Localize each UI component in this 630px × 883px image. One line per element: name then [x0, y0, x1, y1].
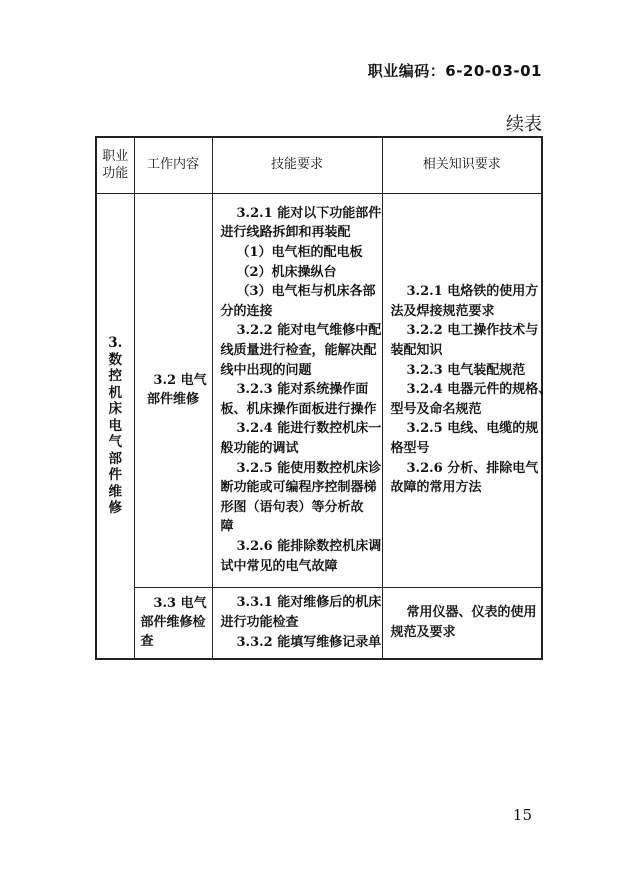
- knowledge-requirements-cell: [382, 587, 542, 659]
- function-name-char: 修: [108, 500, 122, 516]
- function-name-char: 气: [108, 434, 122, 450]
- skill-line: 3.3.2 能填写维修记录单: [236, 634, 382, 650]
- function-name-char: 维: [108, 483, 122, 500]
- work-content-line: 查: [140, 634, 154, 650]
- header-knowledge-requirements: 相关知识要求: [382, 137, 542, 193]
- header-occupational-function: [96, 137, 134, 193]
- skill-line: 进行线路拆卸和再装配: [220, 225, 351, 241]
- knowledge-line: 故障的常用方法: [390, 480, 482, 496]
- knowledge-line: 3.2.5 电线、电缆的规: [406, 421, 539, 437]
- skill-line: 线质量进行检查，能解决配: [220, 343, 377, 359]
- knowledge-line: 3.2.2 电工操作技术与: [406, 323, 539, 339]
- skill-line: 形图（语句表）等分析故: [220, 499, 364, 515]
- function-name-char: 机: [108, 384, 122, 401]
- function-name-char: 部: [108, 450, 122, 467]
- table-header-row: [96, 137, 542, 193]
- knowledge-line: 3.2.1 电烙铁的使用方: [406, 284, 539, 300]
- skill-line: 板、机床操作面板进行操作: [220, 401, 377, 417]
- occupation-code: 职业编码：6-20-03-01: [367, 62, 542, 80]
- work-content-cell: [134, 193, 212, 587]
- page-number: 15: [512, 806, 532, 824]
- knowledge-line: 3.2.6 分析、排除电气: [406, 460, 539, 476]
- function-number: 3.: [108, 335, 123, 351]
- knowledge-requirements-cell: [382, 193, 552, 587]
- skill-line: 试中常见的电气故障: [220, 558, 338, 574]
- function-name-char: 床: [108, 401, 122, 417]
- skill-line: 断功能或可编程序控制器梯: [220, 480, 377, 496]
- skills-table: [95, 136, 552, 660]
- function-name-char: 数: [108, 351, 122, 368]
- skill-requirements-cell: [212, 193, 382, 587]
- skill-line: 3.2.4 能进行数控机床一: [236, 421, 382, 437]
- occupational-function-cell: [96, 193, 134, 659]
- knowledge-line: 规范及要求: [390, 624, 456, 640]
- skill-line: 3.2.2 能对电气维修中配: [236, 323, 382, 339]
- knowledge-line: 法及焊接规范要求: [390, 303, 495, 319]
- table-row: [96, 193, 542, 587]
- function-name-char: 电: [108, 417, 122, 434]
- skill-line: 分的连接: [220, 303, 273, 319]
- work-content-line: 部件维修: [146, 392, 199, 407]
- work-content-line: 3.2 电气: [153, 373, 207, 388]
- skill-requirements-cell: [212, 587, 382, 659]
- skill-line: 3.2.6 能排除数控机床调: [236, 538, 382, 554]
- skill-line: 3.2.3 能对系统操作面: [236, 382, 369, 398]
- function-name-char: 控: [108, 368, 122, 384]
- work-content-line: 部件维修检: [140, 615, 206, 631]
- skill-line: （2）机床操纵台: [236, 264, 337, 280]
- continued-table-label: 续表: [506, 114, 542, 135]
- knowledge-line: 格型号: [390, 440, 430, 456]
- skill-line: 线中出现的问题: [220, 362, 312, 378]
- knowledge-line: 装配知识: [390, 343, 443, 359]
- skill-line: 障: [220, 519, 234, 535]
- work-content-line: 3.3 电气: [153, 596, 207, 612]
- skill-line: （3）电气柜与机床各部: [236, 284, 376, 300]
- knowledge-line: 型号及命名规范: [390, 401, 482, 417]
- work-content-cell: [134, 587, 212, 659]
- knowledge-line: 3.2.4 电器元件的规格、: [406, 382, 552, 398]
- skill-line: 进行功能检查: [220, 614, 299, 630]
- skill-line: （1）电气柜的配电板: [236, 245, 363, 261]
- skill-line: 3.2.5 能使用数控机床诊: [236, 460, 382, 476]
- skill-line: 3.2.1 能对以下功能部件: [236, 205, 382, 221]
- skill-line: 般功能的调试: [220, 440, 299, 456]
- table-row: [96, 587, 542, 659]
- knowledge-line: 3.2.3 电气装配规范: [406, 362, 526, 378]
- function-name-char: 件: [108, 467, 122, 483]
- skill-line: 3.3.1 能对维修后的机床: [236, 595, 382, 611]
- header-skill-requirements: 技能要求: [212, 137, 382, 193]
- header-work-content: 工作内容: [134, 137, 212, 193]
- knowledge-line: 常用仪器、仪表的使用: [406, 605, 537, 621]
- header-occupational-function-text: 职业功能: [102, 149, 129, 182]
